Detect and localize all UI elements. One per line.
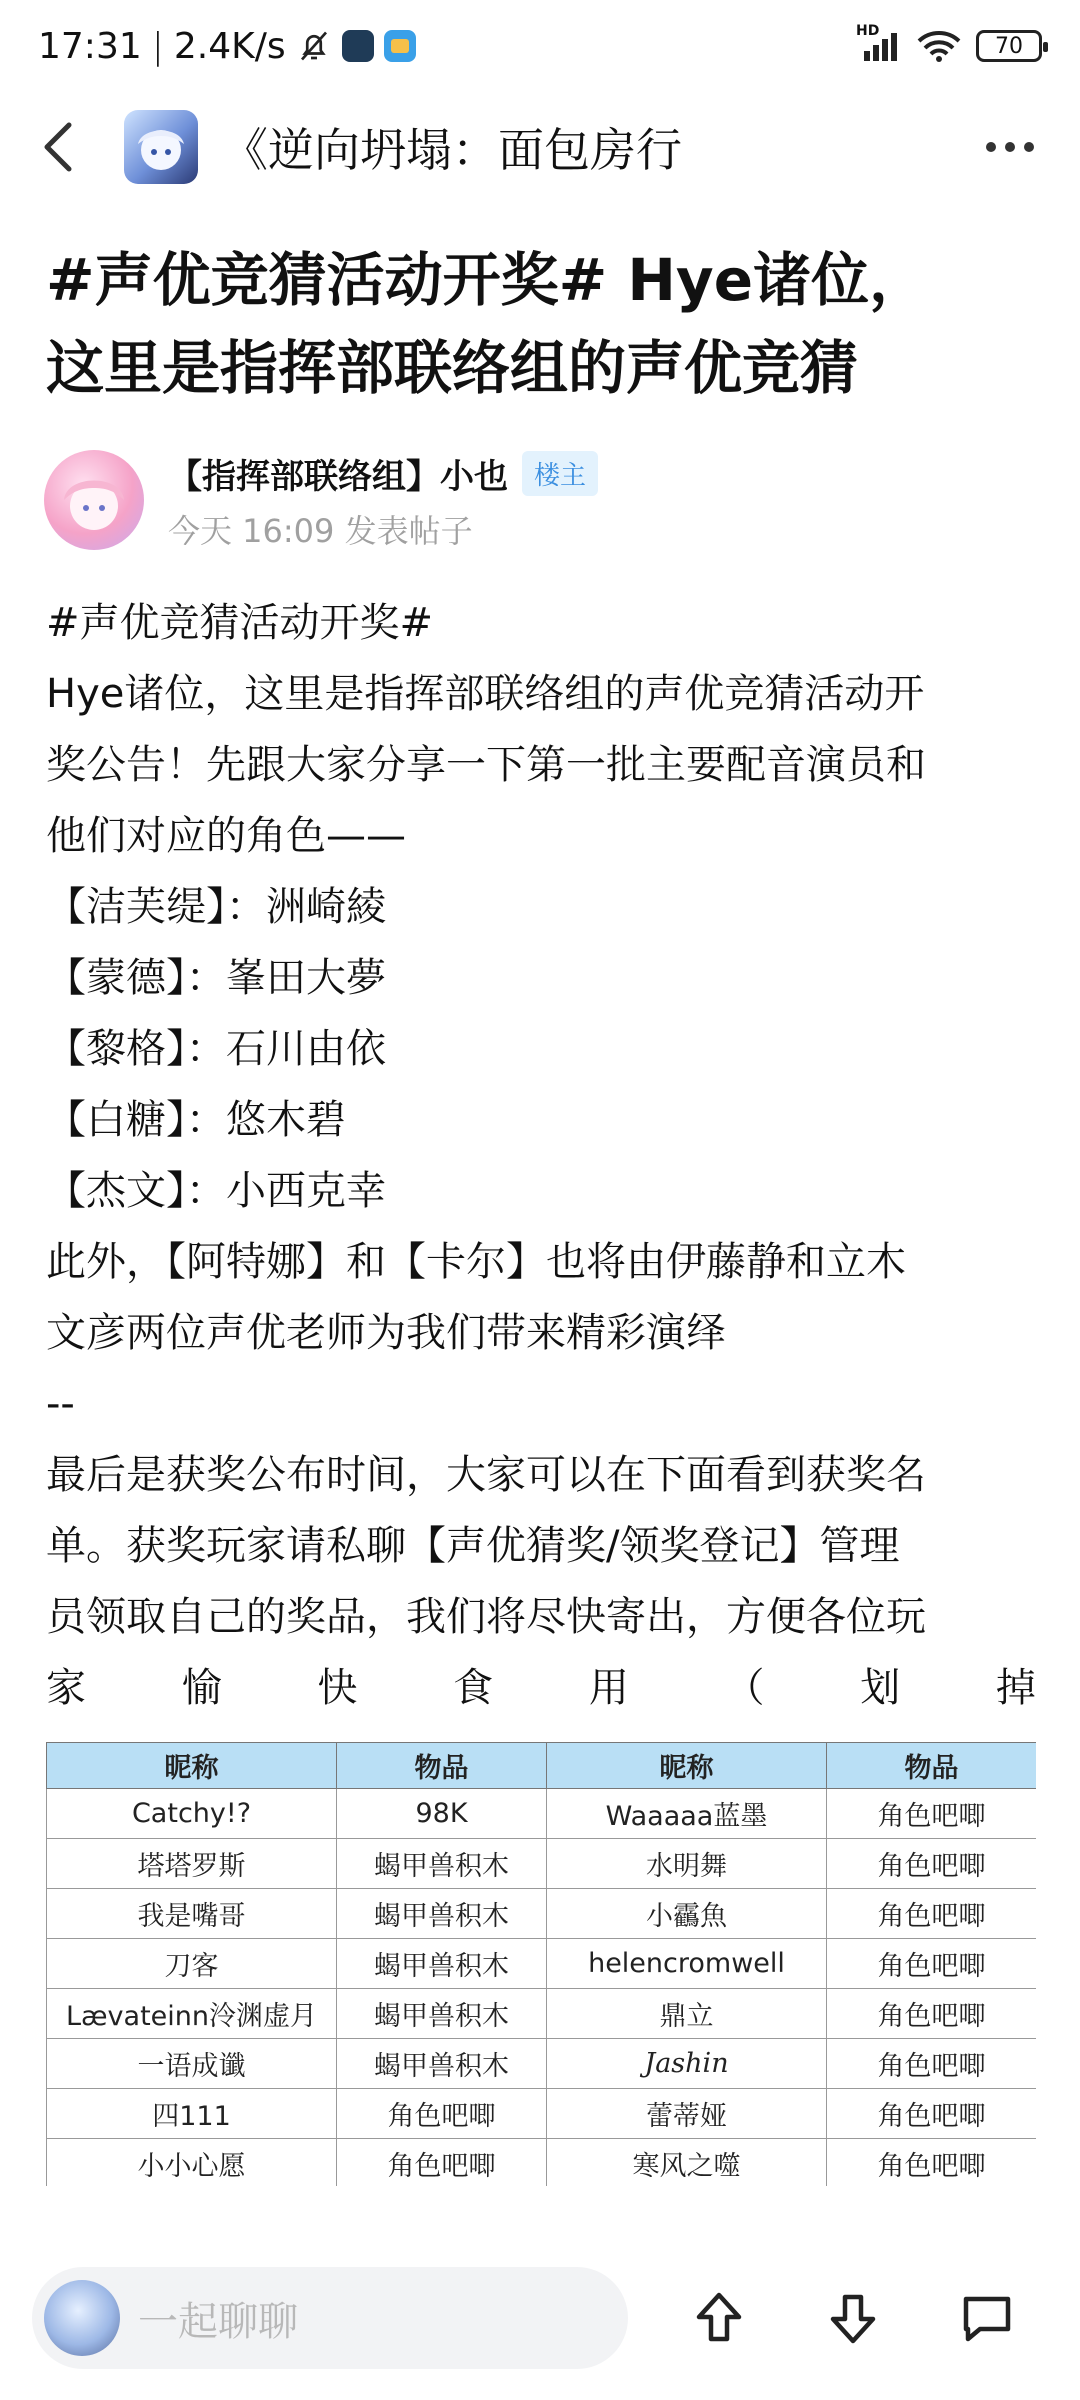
content-line: 【杰文】：小西克幸 xyxy=(46,1168,386,1214)
comment-input[interactable] xyxy=(32,2267,628,2369)
table-cell: 角色吧唧 xyxy=(827,1889,1037,1939)
comment-icon xyxy=(960,2293,1014,2343)
table-cell: 小靏魚 xyxy=(547,1889,827,1939)
table-cell: Catchy!? xyxy=(47,1789,337,1839)
table-cell: 角色吧唧 xyxy=(827,1789,1037,1839)
comment-placeholder: 一起聊聊 xyxy=(138,2298,298,2345)
top-nav-bar xyxy=(0,92,1080,202)
table-cell: Waaaaa蓝墨 xyxy=(547,1789,827,1839)
content-line: 最后是获奖公布时间，大家可以在下面看到获奖名 xyxy=(46,1452,926,1498)
chevron-left-icon xyxy=(41,121,75,173)
action-icons xyxy=(678,2277,1048,2359)
status-left xyxy=(38,26,416,67)
post-title xyxy=(46,236,1036,412)
table-cell: 角色吧唧 xyxy=(827,1989,1037,2039)
content-char: 划 xyxy=(860,1665,901,1711)
table-row xyxy=(47,2039,1037,2089)
table-cell: 角色吧唧 xyxy=(337,2139,547,2187)
mute-bell-icon xyxy=(296,28,332,64)
table-cell: 四111 xyxy=(47,2089,337,2139)
table-cell: 角色吧唧 xyxy=(827,1939,1037,1989)
status-right xyxy=(856,23,1042,63)
table-row xyxy=(47,1889,1037,1939)
table-cell: 水明舞 xyxy=(547,1839,827,1889)
table-cell: 角色吧唧 xyxy=(827,2089,1037,2139)
table-cell: 鼎立 xyxy=(547,1989,827,2039)
content-line: 此外，【阿特娜】和【卡尔】也将由伊藤静和立木 xyxy=(46,1239,906,1285)
content-char: （ xyxy=(724,1665,765,1711)
arrow-up-icon xyxy=(694,2291,744,2345)
arrow-down-icon xyxy=(828,2291,878,2345)
table-row xyxy=(47,2089,1037,2139)
user-avatar xyxy=(44,2280,120,2356)
header-item: 物品 xyxy=(337,1743,547,1789)
post-timestamp: 今天 16:09 发表帖子 xyxy=(168,511,473,550)
content-char: 家 xyxy=(46,1665,86,1711)
content-line: 奖公告！先跟大家分享一下第一批主要配音演员和 xyxy=(46,742,926,788)
winners-table xyxy=(46,1742,1036,2186)
content-line: 【蒙德】：峯田大夢 xyxy=(46,955,386,1001)
table-cell: helencromwell xyxy=(547,1939,827,1989)
table-row xyxy=(47,1839,1037,1889)
table-row xyxy=(47,1989,1037,2039)
author-line xyxy=(168,449,598,498)
more-dot-icon xyxy=(1005,142,1015,152)
table-cell: 一语成谶 xyxy=(47,2039,337,2089)
table-cell: 我是嘴哥 xyxy=(47,1889,337,1939)
table-cell: 98K xyxy=(337,1789,547,1839)
more-options-button[interactable] xyxy=(970,112,1050,182)
status-separator: | xyxy=(151,25,164,67)
table-cell: 蝎甲兽积木 xyxy=(337,2039,547,2089)
more-dot-icon xyxy=(1024,142,1034,152)
table-cell: 角色吧唧 xyxy=(827,1839,1037,1889)
post-title-line: 这里是指挥部联络组的声优竞猜 xyxy=(46,334,859,402)
table-cell: 蝎甲兽积木 xyxy=(337,1839,547,1889)
table-cell: 刀客 xyxy=(47,1939,337,1989)
header-item: 物品 xyxy=(827,1743,1037,1789)
battery-level: 70 xyxy=(995,33,1023,59)
wifi-icon xyxy=(916,29,962,63)
table-row xyxy=(47,2139,1037,2187)
header-nickname: 昵称 xyxy=(547,1743,827,1789)
table-header-row xyxy=(47,1743,1037,1789)
table-cell: 角色吧唧 xyxy=(827,2139,1037,2187)
content-char: 用 xyxy=(588,1665,629,1711)
battery-icon xyxy=(976,30,1042,62)
forum-name[interactable]: 《逆向坍塌：面包房行 xyxy=(222,123,682,177)
author-info xyxy=(168,449,598,552)
content-line: 【黎格】：石川由依 xyxy=(46,1026,386,1072)
content-line: Hye诸位，这里是指挥部联络组的声优竞猜活动开 xyxy=(46,671,925,717)
upvote-button[interactable] xyxy=(678,2277,760,2359)
content-char: 掉 xyxy=(995,1665,1036,1711)
post-title-line: #声优竞猜活动开奖# Hye诸位， xyxy=(46,246,928,314)
table-cell: 角色吧唧 xyxy=(827,2039,1037,2089)
table-cell: 寒风之噬 xyxy=(547,2139,827,2187)
app-notification-icon-2 xyxy=(384,30,416,62)
status-time: 17:31 xyxy=(38,25,142,67)
app-notification-icon xyxy=(342,30,374,62)
content-line-justified xyxy=(46,1653,1036,1724)
table-cell: Jashin xyxy=(547,2039,827,2089)
signal-icon xyxy=(856,23,902,63)
content-char: 食 xyxy=(453,1665,494,1711)
back-button[interactable] xyxy=(30,112,86,182)
header-nickname: 昵称 xyxy=(47,1743,337,1789)
content-line: 他们对应的角色—— xyxy=(46,813,406,859)
table-cell: 塔塔罗斯 xyxy=(47,1839,337,1889)
bottom-action-bar xyxy=(0,2258,1080,2378)
forum-avatar[interactable] xyxy=(124,110,198,184)
content-line: #声优竞猜活动开奖# xyxy=(46,600,434,646)
table-cell: 蝎甲兽积木 xyxy=(337,1889,547,1939)
status-net-speed: 2.4K/s xyxy=(173,25,286,67)
content-line: 【白糖】：悠木碧 xyxy=(46,1097,346,1143)
content-line: 文彦两位声优老师为我们带来精彩演绎 xyxy=(46,1310,726,1356)
signal-label: HD xyxy=(856,23,880,39)
op-badge: 楼主 xyxy=(522,451,598,496)
post-content xyxy=(46,588,1036,1724)
table-cell: 蕾蒂娅 xyxy=(547,2089,827,2139)
table-row xyxy=(47,1939,1037,1989)
content-line: 单。获奖玩家请私聊【声优猜奖/领奖登记】管理 xyxy=(46,1523,900,1569)
table-cell: 角色吧唧 xyxy=(337,2089,547,2139)
author-avatar[interactable] xyxy=(44,450,144,550)
content-line: -- xyxy=(46,1381,75,1427)
comment-button[interactable] xyxy=(946,2277,1028,2359)
downvote-button[interactable] xyxy=(812,2277,894,2359)
table-cell: 蝎甲兽积木 xyxy=(337,1939,547,1989)
table-cell: 小小心愿 xyxy=(47,2139,337,2187)
content-line: 【洁芙缇】：洲崎綾 xyxy=(46,884,386,930)
table-row xyxy=(47,1789,1037,1839)
table-cell: Lævateinn泠渊虚月 xyxy=(47,1989,337,2039)
status-bar xyxy=(0,0,1080,92)
content-char: 快 xyxy=(317,1665,358,1711)
more-dot-icon xyxy=(986,142,996,152)
author-name[interactable]: 【指挥部联络组】小也 xyxy=(168,456,508,497)
table-cell: 蝎甲兽积木 xyxy=(337,1989,547,2039)
content-char: 愉 xyxy=(181,1665,222,1711)
content-line: 员领取自己的奖品，我们将尽快寄出，方便各位玩 xyxy=(46,1594,926,1640)
author-row xyxy=(44,450,1034,550)
winners-table-image[interactable] xyxy=(46,1742,1036,2186)
